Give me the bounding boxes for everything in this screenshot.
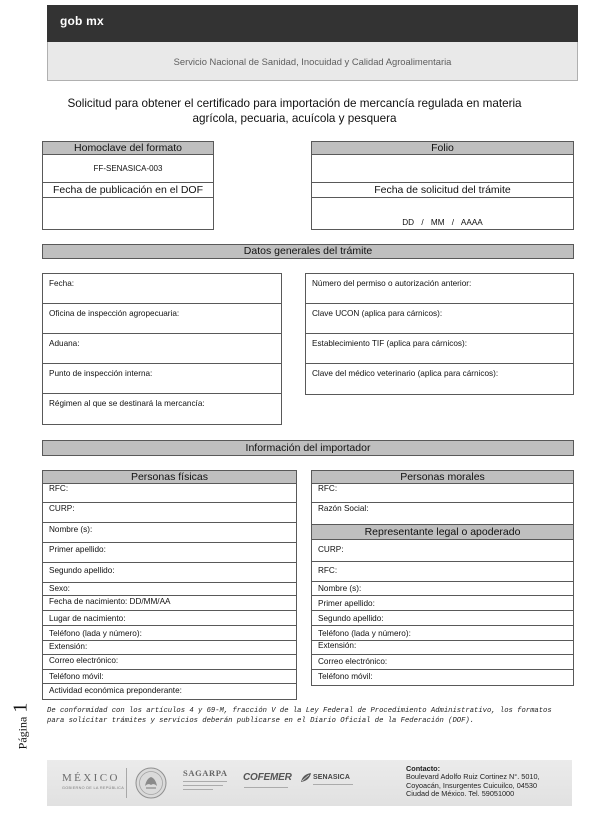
individual-field: Extensión:	[43, 641, 296, 655]
agency-bar	[47, 42, 578, 81]
homoclave-value	[43, 155, 213, 183]
sagarpa-caption-line	[183, 785, 223, 786]
company-field: Razón Social:	[312, 503, 573, 525]
request-date-placeholder: DD / MM / AAAA	[402, 218, 483, 227]
mexico-logo-subtitle: GOBIERNO DE LA REPÚBLICA	[62, 786, 125, 790]
coat-of-arms-icon	[135, 767, 167, 799]
homoclave-label: Homoclave del formato	[43, 142, 213, 155]
sagarpa-caption-line	[183, 781, 227, 782]
individual-field: Sexo:	[43, 583, 296, 596]
representative-field: Nombre (s):	[312, 582, 573, 596]
form-title	[20, 96, 569, 126]
sagarpa-caption-line	[183, 789, 213, 790]
individual-field: Primer apellido:	[43, 543, 296, 563]
representative-field: Segundo apellido:	[312, 611, 573, 626]
cofemer-caption-line	[244, 787, 288, 788]
senasica-logo: SENASICA	[313, 774, 350, 781]
general-field: Oficina de inspección agropecuaria:	[43, 304, 281, 334]
individual-field: Lugar de nacimiento:	[43, 611, 296, 626]
page-number: 1	[9, 702, 32, 713]
representative-field: Primer apellido:	[312, 596, 573, 611]
representative-field: Teléfono móvil:	[318, 672, 373, 681]
dof-date-label: Fecha de publicación en el DOF	[43, 183, 213, 198]
contact-address-line: Coyoacán, Insurgentes Cuicuilco, 04530	[406, 780, 538, 790]
general-field: Fecha:	[43, 274, 281, 304]
sagarpa-logo: SAGARPA	[183, 768, 228, 778]
page-word: Página	[15, 716, 30, 750]
form-title-line-2: agrícola, pecuaria, acuícola y pesquera	[192, 112, 397, 125]
company-field: RFC:	[312, 484, 573, 503]
homoclave-value-text: FF-SENASICA-003	[93, 164, 163, 173]
legal-footnote	[47, 707, 552, 726]
general-field: Número del permiso o autorización anterior:	[306, 274, 573, 304]
individual-field: CURP:	[43, 503, 296, 523]
request-box	[311, 141, 574, 230]
legal-footnote-line-2: para solicitar trámites y servicios deberán publicarse en el Diario Oficial de la Federación (DOF).	[47, 716, 475, 725]
individual-field: Teléfono (lada y número):	[43, 626, 296, 641]
individual-field: RFC:	[43, 484, 296, 503]
request-date-label: Fecha de solicitud del trámite	[312, 183, 573, 198]
senasica-emblem-icon	[300, 772, 312, 784]
representative-field: CURP:	[312, 540, 573, 562]
contact-address-line: Boulevard Adolfo Ruiz Cortinez N°. 5010,	[406, 772, 540, 782]
general-field: Clave UCON (aplica para cárnicos):	[306, 304, 573, 334]
cofemer-logo: COFEMER	[243, 772, 292, 783]
general-field: Aduana:	[43, 334, 281, 364]
logo-divider	[126, 768, 127, 798]
contact-block	[406, 765, 540, 798]
individual-box	[42, 470, 297, 700]
representative-field: RFC:	[312, 562, 573, 582]
individual-field: Segundo apellido:	[43, 563, 296, 583]
contact-address-line: Ciudad de México. Tel. 59051000	[406, 788, 515, 798]
folio-field	[312, 155, 573, 183]
individual-field: Teléfono móvil:	[43, 670, 296, 684]
representative-title: Representante legal o apoderado	[312, 525, 573, 540]
individual-title: Personas físicas	[43, 471, 296, 484]
folio-label: Folio	[312, 142, 573, 155]
individual-field: Correo electrónico:	[43, 655, 296, 670]
mexico-logo: MÉXICO	[62, 772, 120, 784]
general-field: Establecimiento TIF (aplica para cárnicos):	[306, 334, 573, 364]
general-left-fields	[42, 273, 282, 425]
general-field: Clave del médico veterinario (aplica para cárnicos):	[312, 369, 499, 378]
format-box	[42, 141, 214, 230]
representative-field: Teléfono (lada y número):	[312, 626, 573, 641]
company-title: Personas morales	[312, 471, 573, 484]
legal-footnote-line-1: De conformidad con los artículos 4 y 69-M, fracción V de la Ley Federal de Procedimiento Administrativo, los formatos	[47, 707, 552, 715]
general-field: Punto de inspección interna:	[43, 364, 281, 394]
gob-header-bar	[47, 5, 578, 42]
senasica-caption-line	[313, 784, 353, 785]
general-right-fields	[305, 273, 574, 395]
individual-field: Actividad económica preponderante:	[49, 686, 182, 695]
gob-mx-logo: gob mx	[60, 14, 104, 28]
request-date-field	[312, 198, 573, 229]
agency-name: Servicio Nacional de Sanidad, Inocuidad y Calidad Agroalimentaria	[173, 56, 452, 67]
individual-field: Fecha de nacimiento: DD/MM/AA	[43, 596, 296, 611]
general-section-title: Datos generales del trámite	[42, 244, 574, 259]
page-number-label	[10, 703, 33, 750]
contact-title: Contacto:	[406, 764, 441, 773]
company-box	[311, 470, 574, 686]
importer-section-title: Información del importador	[42, 440, 574, 456]
representative-field: Correo electrónico:	[312, 655, 573, 670]
general-field: Régimen al que se destinará la mercancía:	[49, 399, 205, 408]
individual-field: Nombre (s):	[43, 523, 296, 543]
dof-date-field	[43, 198, 213, 229]
representative-field: Extensión:	[312, 641, 573, 655]
footer-band	[47, 760, 572, 806]
form-title-line-1: Solicitud para obtener el certificado para importación de mercancía regulada en materia	[67, 97, 522, 110]
